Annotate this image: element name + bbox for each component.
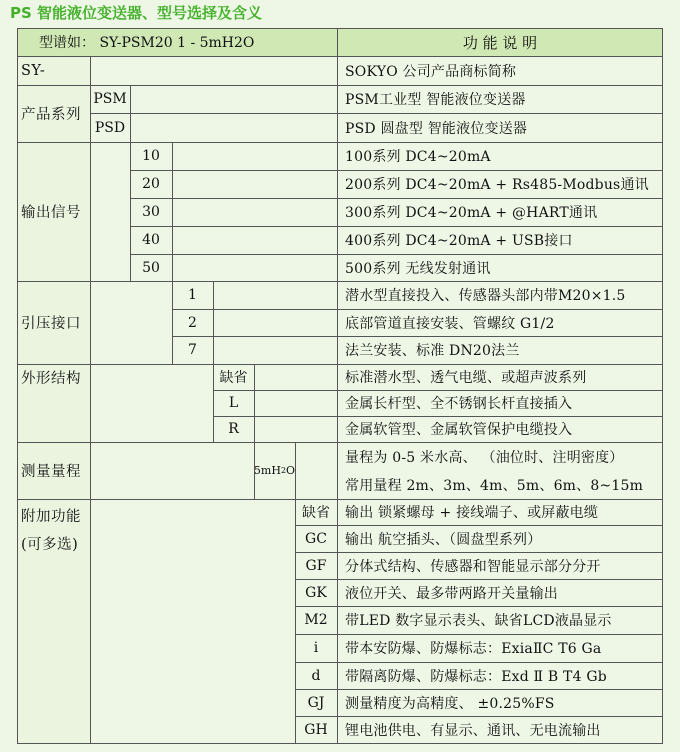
model-selection-table	[17, 28, 663, 744]
option-code: M2	[304, 612, 328, 628]
description-header: 功 能 说 明	[462, 33, 538, 52]
option-code: d	[311, 667, 321, 684]
option-code: GF	[305, 557, 327, 574]
series-code: PSM	[93, 91, 127, 107]
series-code: PSD	[94, 119, 126, 136]
options-sublabel: (可多选)	[21, 536, 79, 553]
structure-code: L	[228, 395, 239, 411]
connection-label: 引压接口	[21, 316, 81, 332]
model-example: 型谱如： SY-PSM20 1 - 5mH2O	[39, 35, 255, 51]
range-desc-1: 量程为 0-5 米水高、 （油位时、注明密度）	[345, 449, 624, 466]
structure-code: 缺省	[219, 370, 248, 386]
signal-desc: 200系列 DC4~20mA + Rs485-Modbus通讯	[345, 177, 649, 193]
option-desc: 带本安防爆、防爆标志：ExiaⅡC T6 Ga	[345, 641, 602, 657]
series-label: 产品系列	[21, 107, 81, 123]
option-desc: 输出 航空插头、（圆盘型系列）	[345, 531, 542, 548]
signal-desc: 300系列 DC4~20mA + @HART通讯	[345, 205, 598, 221]
connection-desc: 底部管道直接安装、管螺纹 G1/2	[345, 315, 555, 332]
brand-desc: SOKYO 公司产品商标简称	[345, 63, 517, 80]
connection-code: 1	[188, 287, 197, 303]
option-desc: 测量精度为高精度、 ±0.25%FS	[345, 695, 555, 712]
option-code: 缺省	[302, 505, 330, 521]
connection-desc: 法兰安装、标准 DN20法兰	[345, 343, 520, 359]
option-desc: 带LED 数字显示表头、缺省LCD液晶显示	[345, 613, 612, 629]
series-desc: PSM工业型 智能液位变送器	[345, 92, 526, 108]
structure-label: 外形结构	[21, 370, 81, 387]
range-desc-2: 常用量程 2m、3m、4m、5m、6m、8~15m	[345, 478, 644, 494]
signal-desc: 400系列 DC4~20mA + USB接口	[345, 233, 573, 249]
range-label: 测量量程	[21, 464, 81, 480]
option-code: i	[313, 640, 319, 656]
connection-code: 7	[188, 342, 197, 358]
series-desc: PSD 圆盘型 智能液位变送器	[345, 120, 528, 137]
signal-code: 40	[142, 232, 160, 248]
connection-code: 2	[188, 314, 197, 331]
range-code-sub: 2	[280, 466, 287, 475]
option-desc: 带隔离防爆、防爆标志：Exd Ⅱ B T4 Gb	[345, 668, 607, 685]
option-desc: 锂电池供电、有显示、通讯、无电流输出	[345, 722, 601, 739]
signal-desc: 500系列 无线发射通讯	[345, 260, 491, 277]
structure-code: R	[228, 421, 239, 437]
range-code-tail: O	[286, 464, 295, 477]
brand-code: SY-	[21, 62, 46, 79]
page-title: PS 智能液位变送器、型号选择及含义	[10, 4, 263, 22]
structure-desc: 金属长杆型、全不锈钢长杆直接插入	[345, 396, 573, 412]
option-code: GK	[305, 584, 327, 601]
signal-code: 30	[142, 204, 160, 220]
range-code	[254, 442, 295, 499]
option-code: GH	[304, 721, 328, 738]
structure-desc: 金属软管型、金属软管保护电缆投入	[345, 422, 573, 438]
option-desc: 液位开关、最多带两路开关量输出	[345, 585, 558, 602]
option-code: GC	[305, 530, 327, 547]
signal-desc: 100系列 DC4~20mA	[345, 149, 491, 165]
signal-code: 10	[142, 148, 160, 164]
options-label: 附加功能	[21, 508, 81, 525]
signal-code: 50	[142, 259, 160, 276]
signal-label: 输出信号	[21, 205, 81, 221]
range-code-main: 5mH	[254, 464, 281, 477]
structure-desc: 标准潜水型、透气电缆、或超声波系列	[345, 370, 587, 386]
option-desc: 分体式结构、传感器和智能显示部分分开	[345, 558, 601, 575]
option-desc: 输出 锁紧螺母 + 接线端子、或屏蔽电缆	[345, 505, 599, 521]
option-code: GJ	[307, 694, 325, 711]
signal-code: 20	[142, 176, 160, 192]
connection-desc: 潜水型直接投入、传感器头部内带M20×1.5	[345, 288, 626, 304]
